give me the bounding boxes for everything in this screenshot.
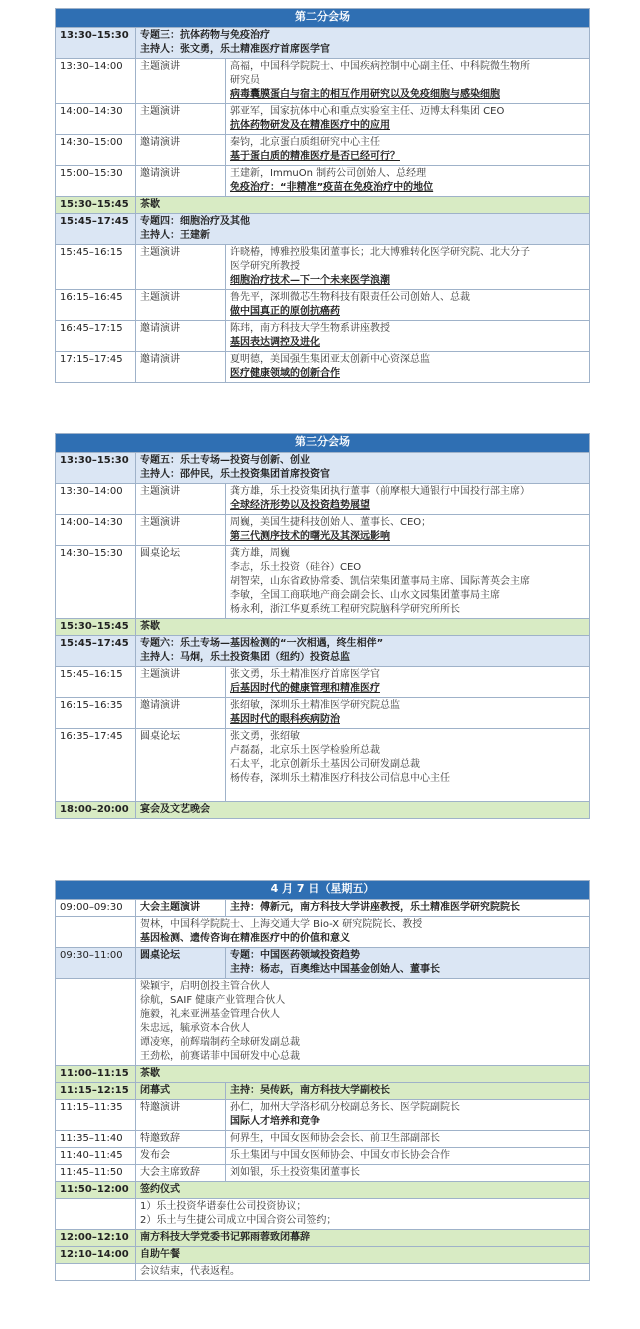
banquet-time: 18:00–20:00 xyxy=(56,802,136,819)
day-forum-row xyxy=(56,948,590,979)
banquet-label: 宴会及文艺晚会 xyxy=(136,802,590,819)
talk-row xyxy=(56,321,590,352)
talk-type: 主题演讲 xyxy=(136,484,226,515)
closing-item-type: 特邀致辞 xyxy=(136,1131,226,1148)
talk-type: 主题演讲 xyxy=(136,59,226,104)
talk-title: 抗体药物研发及在精准医疗中的应用 xyxy=(230,120,390,131)
forum-member: 王劲松，前赛诺菲中国研发中心总裁 xyxy=(140,1051,300,1062)
talk-time: 15:45–16:15 xyxy=(56,245,136,290)
forum-row xyxy=(56,546,590,619)
talk-type: 邀请演讲 xyxy=(136,135,226,166)
forum-member: 李敏，全国工商联地产商会副会长、山水文园集团董事局主席 xyxy=(230,590,500,601)
talk-type: 邀请演讲 xyxy=(136,698,226,729)
keynote-speaker: 贺林，中国科学院院士、上海交通大学 Bio-X 研究院院长、教授 xyxy=(140,919,423,930)
talk-type: 主题演讲 xyxy=(136,290,226,321)
break-time: 11:00–11:15 xyxy=(56,1066,136,1083)
session3-table xyxy=(55,433,590,819)
talk-speaker: 周巍，美国生捷科技创始人、董事长、CEO； xyxy=(230,517,432,528)
closing-time: 11:15–12:15 xyxy=(56,1083,136,1100)
forum-row xyxy=(56,729,590,802)
talk-row xyxy=(56,698,590,729)
topic6-host: 主持人：马炯，乐土投资集团（纽约）投资总监 xyxy=(140,652,350,663)
end-note: 会议结束，代表返程。 xyxy=(136,1264,590,1281)
day-forum-topic: 专题：中国医药领域投资趋势 xyxy=(230,950,360,961)
keynote-time: 09:00–09:30 xyxy=(56,900,136,917)
banquet-row xyxy=(56,802,590,819)
lunch-row xyxy=(56,1247,590,1264)
keynote-type: 大会主题演讲 xyxy=(136,900,226,917)
closing-type: 闭幕式 xyxy=(136,1083,226,1100)
closing-item-type: 大会主席致辞 xyxy=(136,1165,226,1182)
talk-speaker: 张文勇，乐土精准医疗首席医学官 xyxy=(230,669,380,680)
closing-host: 主持：吴传跃，南方科技大学副校长 xyxy=(226,1083,590,1100)
closing-item-speaker: 乐土集团与中国女医师协会、中国女市长协会合作 xyxy=(226,1148,590,1165)
talk-row xyxy=(56,59,590,104)
talk-time: 17:15–17:45 xyxy=(56,352,136,383)
forum-member: 施毅，礼来亚洲基金管理合伙人 xyxy=(140,1009,280,1020)
forum-member: 张文勇，张绍敏 xyxy=(230,731,300,742)
talk-time: 13:30–14:00 xyxy=(56,484,136,515)
signing-item: 2）乐土与生捷公司成立中国合资公司签约； xyxy=(140,1215,337,1226)
closing-item-row xyxy=(56,1165,590,1182)
talk-type: 邀请演讲 xyxy=(136,352,226,383)
break-time: 15:30–15:45 xyxy=(56,197,136,214)
signing-row xyxy=(56,1182,590,1199)
talk-type: 主题演讲 xyxy=(136,104,226,135)
talk-time: 14:00–14:30 xyxy=(56,515,136,546)
forum-member: 徐航，SAIF 健康产业管理合伙人 xyxy=(140,995,286,1006)
talk-time: 14:30–15:00 xyxy=(56,135,136,166)
closing-item-title: 国际人才培养和竞争 xyxy=(230,1116,320,1127)
talk-speaker: 高福，中国科学院院士、中国疾病控制中心副主任、中科院微生物所 xyxy=(230,61,530,72)
session3-banner xyxy=(56,434,590,453)
talk-time: 15:00–15:30 xyxy=(56,166,136,197)
day-table xyxy=(55,880,590,1281)
break-label: 茶歇 xyxy=(136,619,590,636)
closing-item-row xyxy=(56,1100,590,1131)
session3-banner-text: 第三分会场 xyxy=(56,434,590,453)
talk-title: 基于蛋白质的精准医疗是否已经可行？ xyxy=(230,151,400,162)
day-forum-members-row xyxy=(56,979,590,1066)
topic3-row xyxy=(56,28,590,59)
signing-time: 11:50–12:00 xyxy=(56,1182,136,1199)
talk-title: 全球经济形势以及投资趋势展望 xyxy=(230,500,370,511)
forum-member: 杨传春，深圳乐土精准医疗科技公司信息中心主任 xyxy=(230,773,450,784)
closing-item-row xyxy=(56,1148,590,1165)
forum-member: 朱忠远，毓承资本合伙人 xyxy=(140,1023,250,1034)
talk-row xyxy=(56,166,590,197)
talk-type: 邀请演讲 xyxy=(136,321,226,352)
talk-row xyxy=(56,245,590,290)
topic3-time: 13:30–15:30 xyxy=(56,28,136,59)
talk-time: 14:00–14:30 xyxy=(56,104,136,135)
signing-items-row xyxy=(56,1199,590,1230)
talk-type: 主题演讲 xyxy=(136,667,226,698)
closing-speech-time: 12:00–12:10 xyxy=(56,1230,136,1247)
forum-type: 圆桌论坛 xyxy=(136,546,226,619)
talk-speaker: 研究员 xyxy=(230,75,260,86)
session2-banner xyxy=(56,9,590,28)
forum-member: 李志，乐土投资（硅谷）CEO xyxy=(230,562,362,573)
talk-row xyxy=(56,352,590,383)
talk-speaker: 夏明德，美国强生集团亚太创新中心资深总监 xyxy=(230,354,430,365)
talk-title: 免疫治疗：“非精准”疫苗在免疫治疗中的地位 xyxy=(230,182,434,193)
talk-row xyxy=(56,135,590,166)
talk-time: 16:15–16:45 xyxy=(56,290,136,321)
talk-time: 13:30–14:00 xyxy=(56,59,136,104)
topic5-host: 主持人：邵仲民，乐土投资集团首席投资官 xyxy=(140,469,330,480)
talk-speaker: 医学研究所教授 xyxy=(230,261,300,272)
session2-banner-text: 第二分会场 xyxy=(56,9,590,28)
forum-time: 16:35–17:45 xyxy=(56,729,136,802)
talk-title: 病毒囊膜蛋白与宿主的相互作用研究以及免疫细胞与感染细胞 xyxy=(230,89,500,100)
closing-item-speaker: 刘如银，乐土投资集团董事长 xyxy=(226,1165,590,1182)
keynote-detail-row xyxy=(56,917,590,948)
talk-title: 后基因时代的健康管理和精准医疗 xyxy=(230,683,380,694)
talk-speaker: 秦钧，北京蛋白质组研究中心主任 xyxy=(230,137,380,148)
closing-item-type: 发布会 xyxy=(136,1148,226,1165)
talk-title: 基因表达调控及进化 xyxy=(230,337,320,348)
forum-member: 石太平，北京创新乐土基因公司研发副总裁 xyxy=(230,759,420,770)
topic4-host: 主持人：王建新 xyxy=(140,230,210,241)
talk-title: 基因时代的眼科疾病防治 xyxy=(230,714,340,725)
talk-type: 主题演讲 xyxy=(136,515,226,546)
topic6-title: 专题六：乐土专场—基因检测的“一次相遇，终生相伴” xyxy=(140,638,384,649)
topic3-host: 主持人：张文勇，乐土精准医疗首席医学官 xyxy=(140,44,330,55)
day-forum-type: 圆桌论坛 xyxy=(136,948,226,979)
forum-member: 谭凌寒，前辉瑞制药全球研发副总裁 xyxy=(140,1037,300,1048)
keynote-row xyxy=(56,900,590,917)
forum-member: 卢磊磊，北京乐土医学检验所总裁 xyxy=(230,745,380,756)
keynote-title: 基因检测、遗传咨询在精准医疗中的价值和意义 xyxy=(140,933,350,944)
topic4-title: 专题四：细胞治疗及其他 xyxy=(140,216,250,227)
talk-speaker: 郭亚军，国家抗体中心和重点实验室主任、迈博太科集团 CEO xyxy=(230,106,505,117)
talk-speaker: 许晓椿，博雅控股集团董事长；北大博雅转化医学研究院、北大分子 xyxy=(230,247,530,258)
day-banner xyxy=(56,881,590,900)
lunch-label: 自助午餐 xyxy=(136,1247,590,1264)
talk-title: 第三代测序技术的曙光及其深远影响 xyxy=(230,531,390,542)
break-time: 15:30–15:45 xyxy=(56,619,136,636)
day-forum-host: 主持：杨志，百奥维达中国基金创始人、董事长 xyxy=(230,964,440,975)
closing-speech-row xyxy=(56,1230,590,1247)
talk-row xyxy=(56,104,590,135)
topic6-row xyxy=(56,636,590,667)
forum-member: 胡智荣，山东省政协常委、凯信荣集团董事局主席、国际菁英会主席 xyxy=(230,576,530,587)
topic4-time: 15:45–17:45 xyxy=(56,214,136,245)
closing-item-time: 11:15–11:35 xyxy=(56,1100,136,1131)
break-label: 茶歇 xyxy=(136,1066,590,1083)
talk-row xyxy=(56,515,590,546)
talk-speaker: 张绍敏，深圳乐土精准医学研究院总监 xyxy=(230,700,400,711)
talk-title: 做中国真正的原创抗癌药 xyxy=(230,306,340,317)
day-banner-text: 4 月 7 日（星期五） xyxy=(56,881,590,900)
break-row xyxy=(56,619,590,636)
topic5-time: 13:30–15:30 xyxy=(56,453,136,484)
closing-item-row xyxy=(56,1131,590,1148)
forum-type: 圆桌论坛 xyxy=(136,729,226,802)
closing-item-speaker: 孙仁，加州大学洛杉矶分校副总务长、医学院副院长 xyxy=(230,1102,460,1113)
signing-label: 签约仪式 xyxy=(136,1182,590,1199)
end-note-row xyxy=(56,1264,590,1281)
break-row xyxy=(56,197,590,214)
forum-member: 杨永利，浙江华夏系统工程研究院脑科学研究所所长 xyxy=(230,604,460,615)
closing-item-type: 特邀演讲 xyxy=(136,1100,226,1131)
talk-speaker: 龚方雄，乐土投资集团执行董事（前摩根大通银行中国投行部主席） xyxy=(230,486,530,497)
break-row xyxy=(56,1066,590,1083)
topic3-title: 专题三：抗体药物与免疫治疗 xyxy=(140,30,270,41)
talk-speaker: 王建新，ImmuOn 制药公司创始人、总经理 xyxy=(230,168,427,179)
talk-speaker: 陈玮，南方科技大学生物系讲座教授 xyxy=(230,323,390,334)
closing-item-time: 11:45–11:50 xyxy=(56,1165,136,1182)
talk-time: 16:15–16:35 xyxy=(56,698,136,729)
topic5-title: 专题五：乐土专场—投资与创新、创业 xyxy=(140,455,310,466)
closing-row xyxy=(56,1083,590,1100)
talk-row xyxy=(56,484,590,515)
lunch-time: 12:10–14:00 xyxy=(56,1247,136,1264)
closing-item-time: 11:35–11:40 xyxy=(56,1131,136,1148)
forum-time: 14:30–15:30 xyxy=(56,546,136,619)
closing-item-time: 11:40–11:45 xyxy=(56,1148,136,1165)
talk-type: 邀请演讲 xyxy=(136,166,226,197)
talk-time: 16:45–17:15 xyxy=(56,321,136,352)
talk-type: 主题演讲 xyxy=(136,245,226,290)
closing-speech-label: 南方科技大学党委书记郭雨蓉致闭幕辞 xyxy=(136,1230,590,1247)
talk-row xyxy=(56,667,590,698)
talk-speaker: 鲁先平，深圳微芯生物科技有限责任公司创始人、总裁 xyxy=(230,292,470,303)
topic5-row xyxy=(56,453,590,484)
forum-member: 龚方雄，周巍 xyxy=(230,548,290,559)
keynote-host: 主持：傅新元，南方科技大学讲座教授，乐土精准医学研究院院长 xyxy=(226,900,590,917)
forum-member: 梁颖宇，启明创投主管合伙人 xyxy=(140,981,270,992)
signing-item: 1）乐土投资华谱泰仕公司投资协议； xyxy=(140,1201,307,1212)
talk-title: 医疗健康领域的创新合作 xyxy=(230,368,340,379)
talk-row xyxy=(56,290,590,321)
break-label: 茶歇 xyxy=(136,197,590,214)
day-forum-time: 09:30–11:00 xyxy=(56,948,136,979)
talk-title: 细胞治疗技术—下一个未来医学浪潮 xyxy=(230,275,390,286)
session2-table xyxy=(55,8,590,383)
topic4-row xyxy=(56,214,590,245)
talk-time: 15:45–16:15 xyxy=(56,667,136,698)
closing-item-speaker: 何界生，中国女医师协会会长、前卫生部副部长 xyxy=(226,1131,590,1148)
topic6-time: 15:45–17:45 xyxy=(56,636,136,667)
